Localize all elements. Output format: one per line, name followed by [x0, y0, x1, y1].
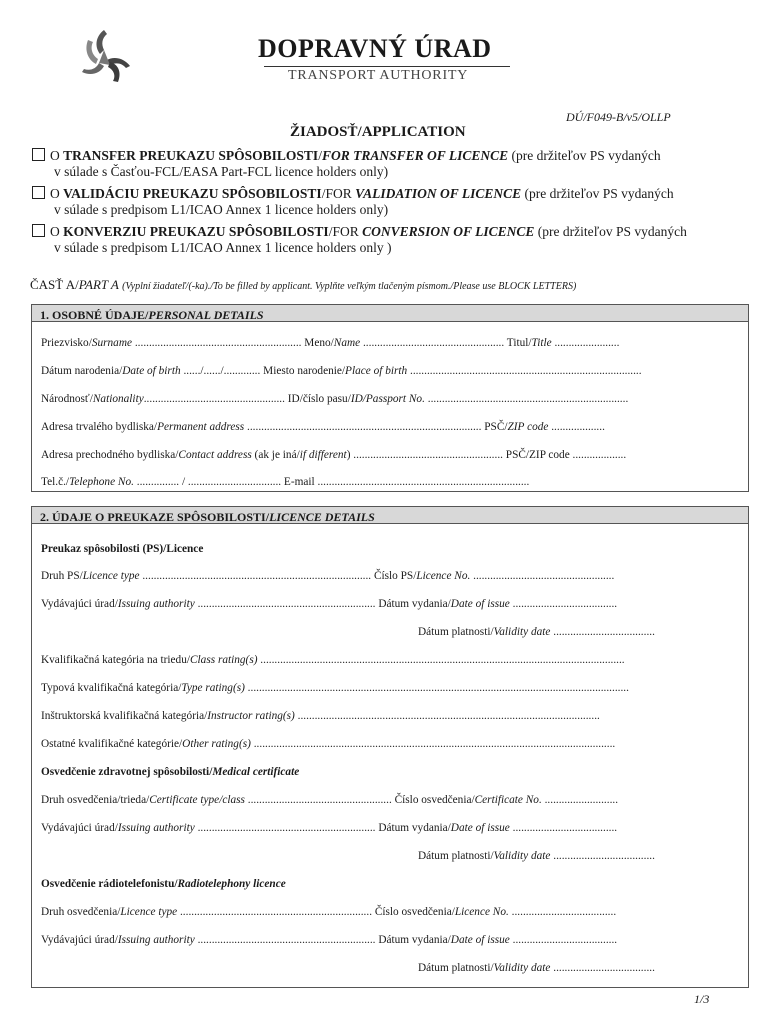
personal-details-heading: 1. OSOBNÉ ÚDAJE/PERSONAL DETAILS [32, 305, 748, 322]
licence-subheading: Preukaz spôsobilosti (PS)/Licence [41, 543, 204, 555]
field-medical-validity-row[interactable]: Dátum platnosti/Validity date .................................... [418, 850, 655, 862]
transport-authority-logo-icon [74, 26, 134, 90]
part-a-label: ČASŤ A/PART A [30, 277, 119, 292]
part-a-hint: (Vyplní žiadateľ/(-ka)./To be filled by applicant. Vyplňte veľkým tlačeným písmom./Please use BLOCK LETTERS) [122, 281, 577, 292]
field-issuing-authority-row[interactable]: Vydávajúci úrad/Issuing authority ............................................................... Dátum vydania/Date of issue ..................................... [41, 598, 618, 610]
field-class-rating-row[interactable]: Kvalifikačná kategória na triedu/Class rating(s) ................................................................................................................................. [41, 654, 625, 666]
field-licence-type-row[interactable]: Druh PS/Licence type ................................................................................. Číslo PS/Licence No. .................................................. [41, 570, 615, 582]
option-conversion [32, 224, 732, 256]
checkbox-validation[interactable] [32, 186, 45, 199]
field-surname-row[interactable]: Priezvisko/Surname ........................................................... Meno/Name .................................................. Titul/Title ....................... [41, 337, 620, 349]
option-transfer [32, 148, 732, 180]
radio-subheading: Osvedčenie rádiotelefonistu/Radiotelephony licence [41, 878, 286, 890]
option-validation-main: O VALIDÁCIU PREUKAZU SPÔSOBILOSTI/FOR VALIDATION OF LICENCE (pre držiteľov PS vydaných [50, 186, 674, 201]
field-radio-issuing-row[interactable]: Vydávajúci úrad/Issuing authority ............................................................... Dátum vydania/Date of issue ..................................... [41, 934, 618, 946]
field-medical-issuing-row[interactable]: Vydávajúci úrad/Issuing authority ............................................................... Dátum vydania/Date of issue ..................................... [41, 822, 618, 834]
licence-details-section [31, 506, 749, 988]
field-other-rating-row[interactable]: Ostatné kvalifikačné kategórie/Other rating(s) ................................................................................................................................ [41, 738, 616, 750]
field-validity-date-row[interactable]: Dátum platnosti/Validity date .................................... [418, 626, 655, 638]
form-code: DÚ/F049-B/v5/OLLP [566, 110, 671, 124]
part-a-heading [30, 277, 576, 293]
field-type-rating-row[interactable]: Typová kvalifikačná kategória/Type rating(s) ....................................................................................................................................... [41, 682, 629, 694]
field-contact-address-row[interactable]: Adresa prechodného bydliska/Contact address (ak je iná/if different) ..................................................... PSČ/ZIP code ................... [41, 449, 627, 461]
title-divider [264, 66, 510, 67]
org-subtitle: TRANSPORT AUTHORITY [288, 68, 469, 83]
checkbox-transfer[interactable] [32, 148, 45, 161]
org-name: DOPRAVNÝ ÚRAD [258, 34, 492, 63]
option-transfer-sub: v súlade s Časťou-FCL/EASA Part-FCL licence holders only) [54, 164, 389, 179]
field-instructor-rating-row[interactable]: Inštruktorská kvalifikačná kategória/Instructor rating(s) ........................................................................................................... [41, 710, 600, 722]
checkbox-conversion[interactable] [32, 224, 45, 237]
page-number: 1/3 [694, 992, 710, 1006]
form-title: ŽIADOSŤ/APPLICATION [290, 124, 466, 140]
field-telephone-row[interactable]: Tel.č./Telephone No. ............... / ................................. E-mail ........................................................................... [41, 476, 530, 488]
field-permanent-address-row[interactable]: Adresa trvalého bydliska/Permanent address ................................................................................... PSČ/ZIP code ................... [41, 421, 605, 433]
option-validation [32, 186, 732, 218]
field-birth-row[interactable]: Dátum narodenia/Date of birth ....../....../............. Miesto narodenie/Place of birth .................................................................................. [41, 365, 642, 377]
licence-details-heading: 2. ÚDAJE O PREUKAZE SPÔSOBILOSTI/LICENCE DETAILS [32, 507, 748, 524]
field-radio-licence-type-row[interactable]: Druh osvedčenia/Licence type .................................................................... Číslo osvedčenia/Licence No. ..................................... [41, 906, 617, 918]
option-conversion-sub: v súlade s predpisom L1/ICAO Annex 1 licence holders only ) [54, 240, 392, 255]
field-nationality-row[interactable]: Národnosť/Nationality.................................................. ID/číslo pasu/ID/Passport No. ....................................................................... [41, 393, 629, 405]
personal-details-section [31, 304, 749, 492]
field-radio-validity-row[interactable]: Dátum platnosti/Validity date .................................... [418, 962, 655, 974]
option-conversion-main: O KONVERZIU PREUKAZU SPÔSOBILOSTI/FOR CONVERSION OF LICENCE (pre držiteľov PS vydaných [50, 224, 687, 239]
field-certificate-type-row[interactable]: Druh osvedčenia/trieda/Certificate type/class ................................................... Číslo osvedčenia/Certificate No. .......................... [41, 794, 619, 806]
option-validation-sub: v súlade s predpisom L1/ICAO Annex 1 licence holders only) [54, 202, 389, 217]
medical-subheading: Osvedčenie zdravotnej spôsobilosti/Medical certificate [41, 766, 300, 778]
option-transfer-main: O TRANSFER PREUKAZU SPÔSOBILOSTI/FOR TRANSFER OF LICENCE (pre držiteľov PS vydaných [50, 148, 661, 163]
